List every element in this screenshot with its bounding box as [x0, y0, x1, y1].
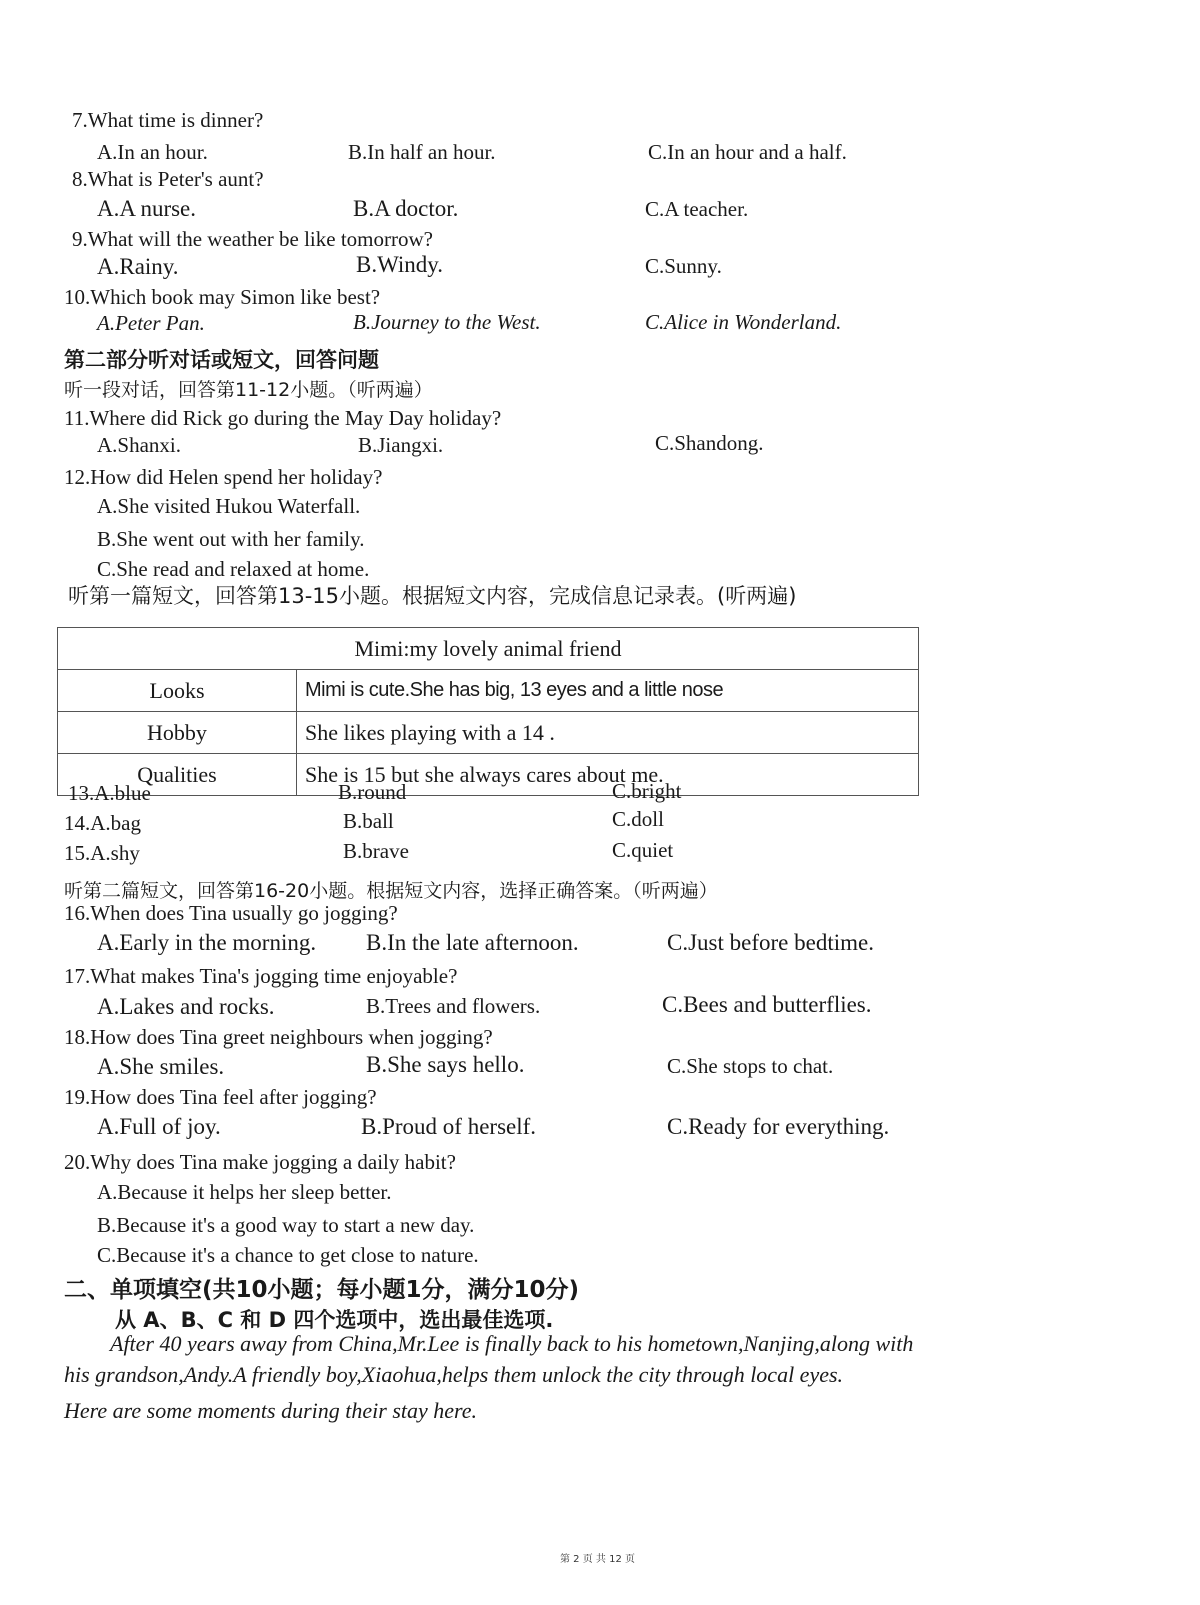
question-16-option-a: A.Early in the morning. — [97, 930, 317, 955]
table-title: Mimi:my lovely animal friend — [58, 628, 919, 670]
section-heading: 第二部分听对话或短文，回答问题 — [64, 348, 379, 372]
question-13-option-c: C.bright — [612, 779, 682, 803]
question-17-option-a: A.Lakes and rocks. — [97, 994, 275, 1019]
question-8-option-b: B.A doctor. — [353, 196, 459, 221]
question-20-stem: 20.Why does Tina make jogging a daily habit? — [64, 1150, 456, 1174]
question-10-stem: 10.Which book may Simon like best? — [64, 285, 381, 309]
passage-line: his grandson,Andy.A friendly boy,Xiaohua,helps them unlock the city through local eyes. — [64, 1362, 844, 1387]
table-cell-label: Qualities — [58, 754, 297, 796]
question-20-option-c: C.Because it's a chance to get close to nature. — [97, 1243, 479, 1267]
question-19-option-c: C.Ready for everything. — [667, 1114, 890, 1139]
question-17-option-b: B.Trees and flowers. — [366, 994, 541, 1018]
question-8-option-c: C.A teacher. — [645, 197, 749, 221]
question-14-option-b: B.ball — [343, 809, 394, 833]
part2-instruction: 从 A、B、C 和 D 四个选项中，选出最佳选项. — [115, 1308, 554, 1332]
question-9-option-a: A.Rainy. — [97, 254, 179, 279]
table-row — [58, 754, 919, 796]
table-cell-label: Looks — [58, 670, 297, 712]
question-10-option-a: A.Peter Pan. — [97, 311, 205, 335]
question-8-stem: 8.What is Peter's aunt? — [72, 167, 264, 191]
question-10-option-b: B.Journey to the West. — [353, 310, 541, 334]
passage-line: After 40 years away from China,Mr.Lee is finally back to his hometown,Nanjing,along with — [110, 1331, 914, 1356]
question-14-option-c: C.doll — [612, 807, 664, 831]
question-12-stem: 12.How did Helen spend her holiday? — [64, 465, 383, 489]
question-11-option-a: A.Shanxi. — [97, 433, 181, 457]
question-13-option-b: B.round — [338, 780, 407, 804]
question-15-option-b: B.brave — [343, 839, 409, 863]
question-16-option-c: C.Just before bedtime. — [667, 930, 874, 955]
passage-line: Here are some moments during their stay here. — [64, 1398, 478, 1423]
question-18-stem: 18.How does Tina greet neighbours when jogging? — [64, 1025, 493, 1049]
question-19-option-a: A.Full of joy. — [97, 1114, 221, 1139]
question-9-stem: 9.What will the weather be like tomorrow? — [72, 227, 433, 251]
passage2-instruction: 听第二篇短文，回答第16-20小题。根据短文内容，选择正确答案。（听两遍） — [64, 880, 718, 902]
question-11-option-c: C.Shandong. — [655, 431, 764, 455]
question-16-option-b: B.In the late afternoon. — [366, 930, 579, 955]
question-11-stem: 11.Where did Rick go during the May Day holiday? — [64, 406, 502, 430]
question-19-stem: 19.How does Tina feel after jogging? — [64, 1085, 377, 1109]
dialogue-instruction: 听一段对话，回答第11-12小题。（听两遍） — [64, 379, 433, 401]
question-18-option-a: A.She smiles. — [97, 1054, 225, 1079]
passage1-instruction: 听第一篇短文，回答第13-15小题。根据短文内容，完成信息记录表。(听两遍) — [68, 584, 797, 608]
question-11-option-b: B.Jiangxi. — [358, 433, 444, 457]
question-20-option-a: A.Because it helps her sleep better. — [97, 1180, 392, 1204]
question-16-stem: 16.When does Tina usually go jogging? — [64, 901, 398, 925]
question-7-option-a: A.In an hour. — [97, 140, 208, 164]
question-19-option-b: B.Proud of herself. — [361, 1114, 537, 1139]
question-9-option-c: C.Sunny. — [645, 254, 722, 278]
table-cell-label: Hobby — [58, 712, 297, 754]
question-12-option-a: A.She visited Hukou Waterfall. — [97, 494, 361, 518]
question-20-option-b: B.Because it's a good way to start a new day. — [97, 1213, 475, 1237]
info-record-table — [57, 627, 919, 796]
question-17-option-c: C.Bees and butterflies. — [662, 992, 872, 1017]
table-cell-content: Mimi is cute.She has big, 13 eyes and a little nose — [297, 670, 919, 712]
question-7-option-c: C.In an hour and a half. — [648, 140, 847, 164]
question-17-stem: 17.What makes Tina's jogging time enjoyable? — [64, 964, 458, 988]
question-8-option-a: A.A nurse. — [97, 196, 197, 221]
question-9-option-b: B.Windy. — [356, 252, 444, 277]
table-row — [58, 712, 919, 754]
question-18-option-c: C.She stops to chat. — [667, 1054, 834, 1078]
part2-heading: 二、单项填空(共10小题；每小题1分，满分10分) — [64, 1277, 580, 1303]
page-number: 第 2 页 共 12 页 — [560, 1554, 635, 1565]
question-7-option-b: B.In half an hour. — [348, 140, 496, 164]
table-row — [58, 628, 919, 670]
question-15-option-a: 15.A.shy — [64, 841, 140, 865]
question-14-option-a: 14.A.bag — [64, 811, 141, 835]
question-12-option-c: C.She read and relaxed at home. — [97, 557, 370, 581]
table-row — [58, 670, 919, 712]
question-15-option-c: C.quiet — [612, 838, 674, 862]
question-10-option-c: C.Alice in Wonderland. — [645, 310, 842, 334]
question-12-option-b: B.She went out with her family. — [97, 527, 365, 551]
table-cell-content: She likes playing with a 14 . — [297, 712, 919, 754]
question-7-stem: 7.What time is dinner? — [72, 108, 264, 132]
question-18-option-b: B.She says hello. — [366, 1052, 525, 1077]
question-13-option-a: 13.A.blue — [68, 781, 151, 805]
table-cell-content: She is 15 but she always cares about me. — [297, 754, 919, 796]
